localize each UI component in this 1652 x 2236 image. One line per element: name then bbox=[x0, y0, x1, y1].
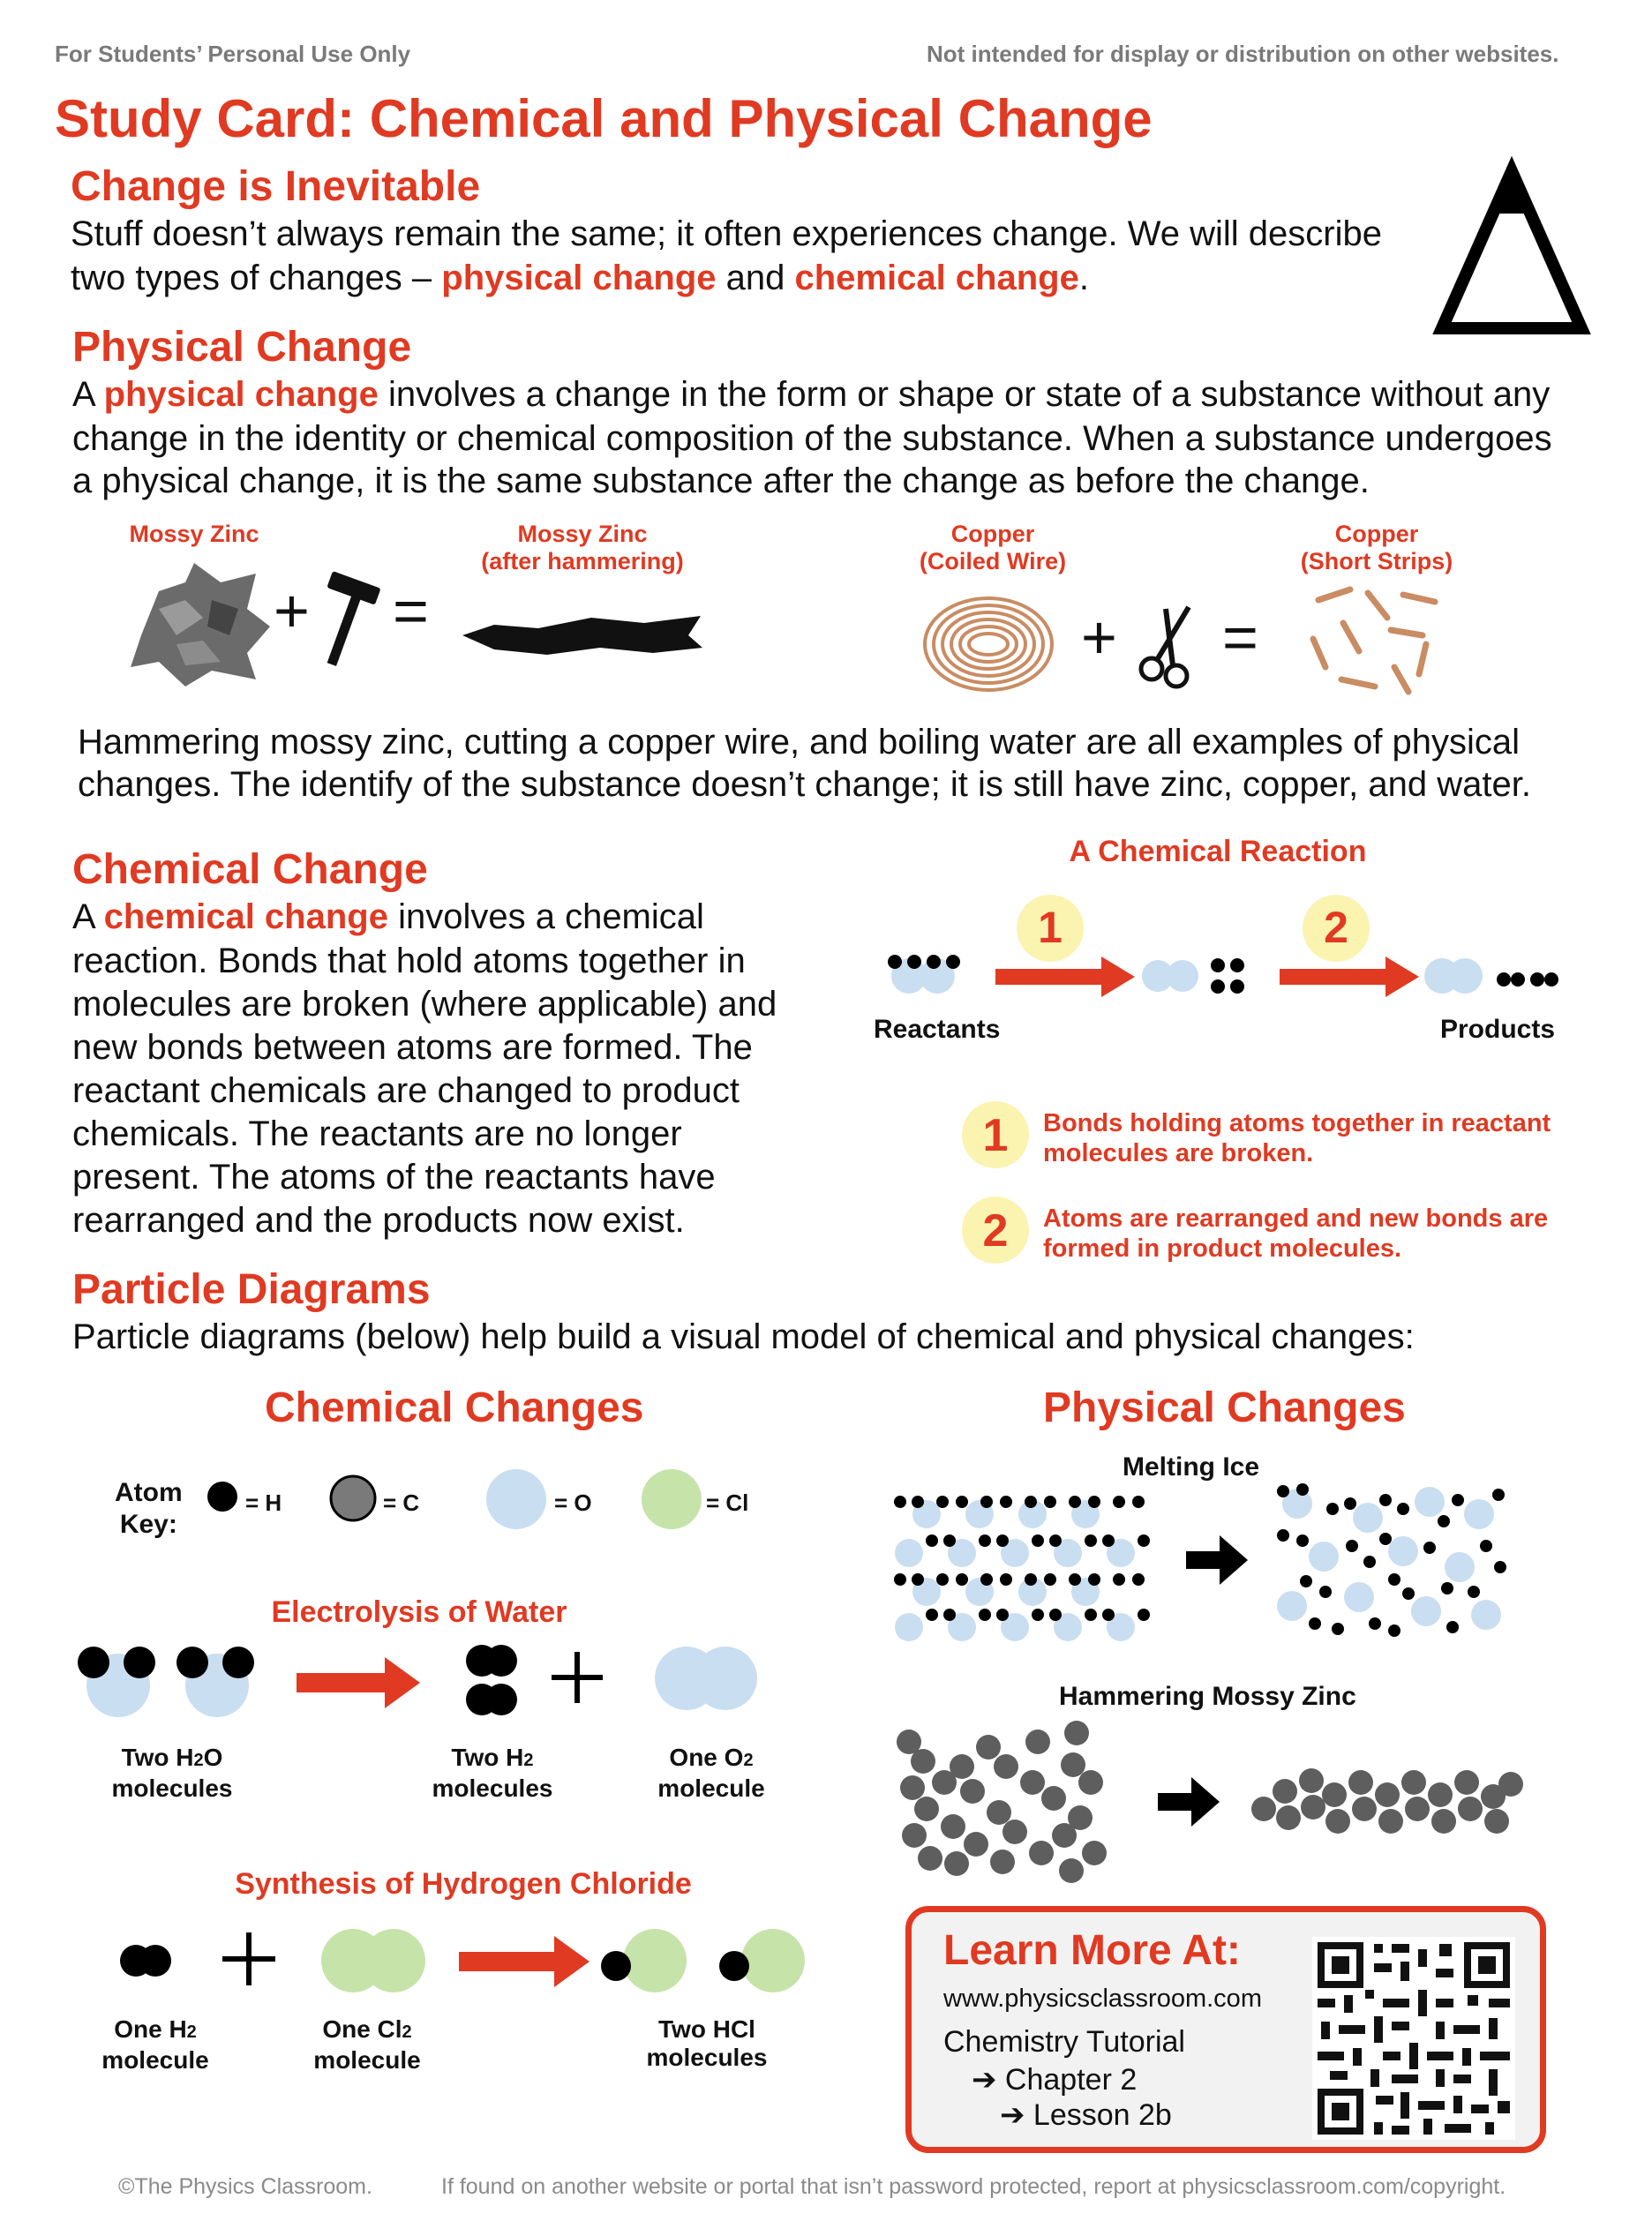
note-2-badge bbox=[960, 1195, 1031, 1265]
note-1-text: Bonds holding atoms together in reactant molecules are broken. bbox=[1043, 1109, 1551, 1167]
hammering-zinc-title: Hammering Mossy Zinc bbox=[1059, 1682, 1356, 1711]
chapter-label: ➔ Chapter 2 bbox=[972, 2063, 1138, 2097]
two-hcl-label: Two HCl molecules bbox=[646, 2015, 768, 2071]
svg-text:1: 1 bbox=[982, 1110, 1009, 1161]
qr-code-icon[interactable] bbox=[1312, 1937, 1515, 2140]
products-label: Products bbox=[1440, 1015, 1556, 1044]
chemical-para-line-3: molecules are broken (where applicable) and bbox=[72, 985, 777, 1024]
chemical-para-line-1: A chemical change involves a chemical bbox=[72, 897, 704, 936]
tutorial-label: Chemistry Tutorial bbox=[943, 2025, 1185, 2059]
one-o2-label: One O2 molecule bbox=[657, 1744, 765, 1802]
copper-strips-image bbox=[1306, 582, 1447, 697]
svg-text:2: 2 bbox=[982, 1205, 1009, 1257]
learn-more-box bbox=[905, 1906, 1546, 2153]
particle-heading: Particle Diagrams bbox=[72, 1266, 431, 1313]
copper-coil-image bbox=[918, 582, 1059, 697]
reaction-title: A Chemical Reaction bbox=[1069, 835, 1367, 868]
oxygen-key-atom bbox=[485, 1468, 547, 1530]
lesson-label: ➔ Lesson 2b bbox=[1000, 2098, 1172, 2132]
flattened-zinc-particles bbox=[1250, 1756, 1523, 1844]
note-2-text: Atoms are rearranged and new bonds are formed in product molecules. bbox=[1043, 1204, 1549, 1263]
chlorine-key-atom bbox=[641, 1468, 702, 1530]
step-2-number: 2 bbox=[1324, 903, 1348, 952]
chemical-para-line-4: new bonds between atoms are formed. The bbox=[72, 1028, 753, 1067]
personal-use-note: For Students’ Personal Use Only bbox=[55, 41, 411, 67]
label-mossy-zinc: Mossy Zinc bbox=[129, 521, 259, 547]
reactant-molecules bbox=[888, 955, 960, 994]
chemical-para-line-8: rearranged and the products now exist. bbox=[72, 1201, 685, 1240]
mossy-zinc-image bbox=[124, 556, 274, 688]
chemical-para-line-2: reaction. Bonds that hold atoms together in bbox=[72, 942, 746, 980]
delta-icon bbox=[1437, 166, 1587, 334]
key-cl-label: = Cl bbox=[706, 1489, 749, 1516]
physical-para-line-3: a physical change, it is the same substance after the change as before the change. bbox=[72, 461, 1370, 500]
page-title: Study Card: Chemical and Physical Change bbox=[55, 89, 1153, 148]
chemical-para-line-5: reactant chemicals are changed to product bbox=[72, 1071, 740, 1110]
chemical-para-line-6: chemicals. The reactants are no longer bbox=[72, 1114, 682, 1153]
equals-sign-zinc: = bbox=[393, 576, 429, 645]
electrolysis-diagram bbox=[71, 1641, 777, 1738]
physical-para-line-1: A physical change involves a change in the form or shape or state of a substance without any bbox=[72, 375, 1551, 414]
physical-examples-line-2: changes. The identify of the substance doesn’t change; it is still have zinc, copper, and water. bbox=[78, 765, 1531, 804]
physical-change-term: physical change bbox=[441, 259, 717, 297]
melting-arrow-icon bbox=[1186, 1534, 1250, 1587]
one-cl2-label: One Cl2 molecule bbox=[313, 2015, 421, 2074]
step-1-number: 1 bbox=[1038, 903, 1063, 952]
atom-key-label: Atom Key: bbox=[115, 1478, 183, 1539]
hammering-arrow-icon bbox=[1158, 1775, 1221, 1828]
chemical-changes-title: Chemical Changes bbox=[265, 1384, 644, 1431]
two-h2o-label: Two H2O molecules bbox=[111, 1744, 233, 1802]
physical-examples-line-1: Hammering mossy zinc, cutting a copper wire, and boiling water are all examples of physical bbox=[78, 723, 1521, 762]
physical-para-line-2: change in the identity or chemical composition of the substance. When a substance undergoes bbox=[72, 419, 1552, 458]
physical-changes-title: Physical Changes bbox=[1043, 1384, 1406, 1431]
plus-sign-copper: + bbox=[1081, 603, 1117, 672]
intro-line-1: Stuff doesn’t always remain the same; it often experiences change. We will describe bbox=[71, 214, 1382, 253]
distribution-note: Not intended for display or distribution on other websites. bbox=[927, 41, 1559, 67]
chemical-change-term: chemical change bbox=[794, 259, 1079, 297]
note-1-badge bbox=[960, 1099, 1031, 1170]
reactants-label: Reactants bbox=[874, 1015, 1001, 1044]
intro-heading: Change is Inevitable bbox=[71, 163, 481, 210]
flattened-zinc-image bbox=[459, 609, 706, 662]
label-copper-strips: Copper (Short Strips) bbox=[1300, 521, 1453, 574]
intro-line-2: two types of changes – physical change and chemical change. bbox=[71, 259, 1089, 297]
carbon-key-atom bbox=[328, 1474, 378, 1523]
liquid-water-diagram bbox=[1271, 1482, 1509, 1641]
learn-more-url[interactable]: www.physicsclassroom.com bbox=[943, 1985, 1262, 2013]
label-copper-coil: Copper (Coiled Wire) bbox=[919, 521, 1067, 574]
particle-intro: Particle diagrams (below) help build a visual model of chemical and physical changes: bbox=[72, 1317, 1415, 1356]
synthesis-diagram bbox=[106, 1920, 812, 2008]
plus-sign-zinc: + bbox=[274, 576, 310, 645]
copyright-note: ©The Physics Classroom. bbox=[118, 2174, 372, 2199]
scissors-icon bbox=[1134, 600, 1205, 688]
reaction-diagram bbox=[874, 891, 1571, 1015]
two-h2-label: Two H2 molecules bbox=[432, 1744, 553, 1802]
learn-more-title: Learn More At: bbox=[943, 1927, 1241, 1974]
key-o-label: = O bbox=[554, 1489, 592, 1516]
mossy-zinc-particles bbox=[891, 1721, 1112, 1880]
key-c-label: = C bbox=[383, 1489, 420, 1516]
hammer-icon bbox=[309, 574, 388, 671]
label-zinc-after: Mossy Zinc (after hammering) bbox=[481, 521, 684, 574]
electrolysis-title: Electrolysis of Water bbox=[271, 1595, 567, 1629]
copyright-report-note: If found on another website or portal that isn’t password protected, report at physicsclassroom.com/copyright. bbox=[441, 2174, 1506, 2199]
physical-heading: Physical Change bbox=[72, 324, 412, 371]
hydrogen-key-atom bbox=[205, 1479, 240, 1514]
key-h-label: = H bbox=[245, 1489, 282, 1516]
ice-lattice-diagram bbox=[891, 1491, 1156, 1632]
chemical-heading: Chemical Change bbox=[72, 846, 428, 893]
equals-sign-copper: = bbox=[1222, 603, 1258, 672]
synthesis-title: Synthesis of Hydrogen Chloride bbox=[235, 1867, 692, 1901]
one-h2-label: One H2 molecule bbox=[101, 2015, 209, 2074]
melting-ice-title: Melting Ice bbox=[1123, 1452, 1260, 1482]
chemical-para-line-7: present. The atoms of the reactants have bbox=[72, 1158, 716, 1197]
